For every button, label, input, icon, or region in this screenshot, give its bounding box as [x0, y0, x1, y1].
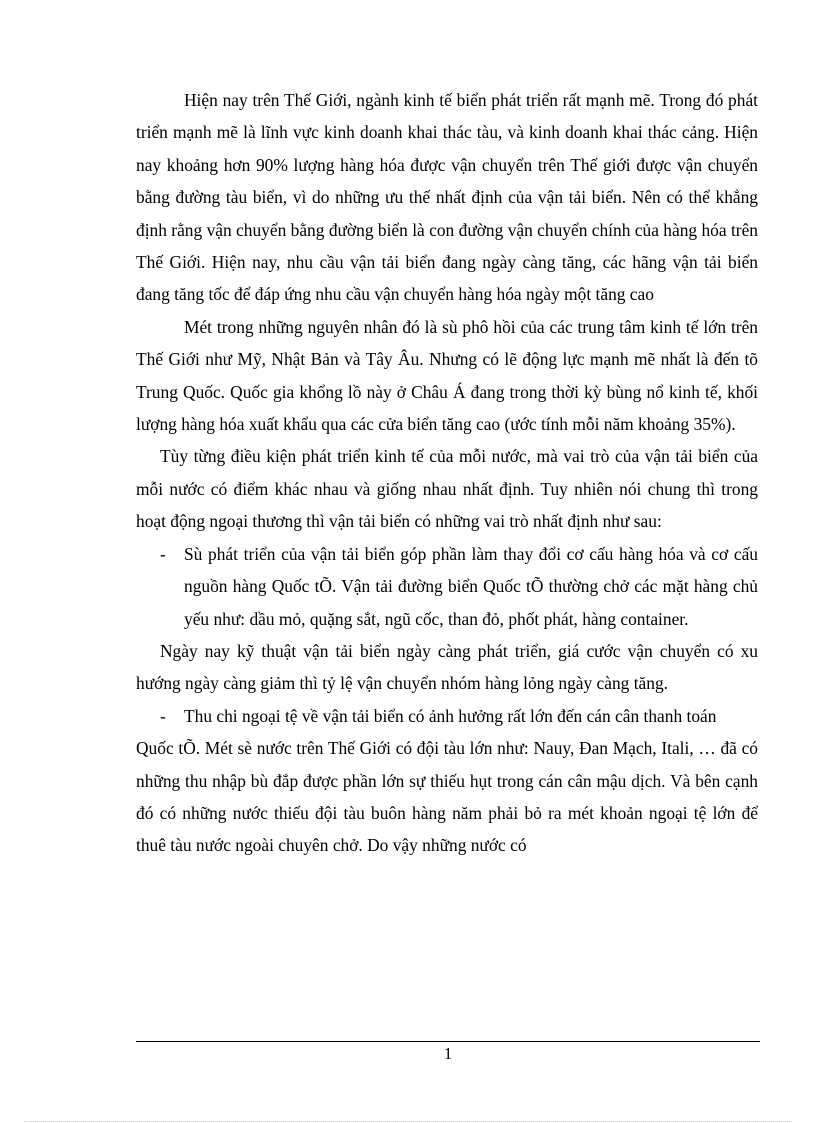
- bullet-item-text: Thu chi ngoại tệ về vận tải biển có ảnh hưởng rất lớn đến cán cân thanh toán: [184, 705, 717, 726]
- bullet-item-text: Sù phát triển của vận tải biển góp phần làm thay đổi cơ cấu hàng hóa và cơ cấu nguồn hàng Quốc tÕ. Vận tải đường biển Quốc tÕ thường chở các mặt hàng chủ yếu như: dầu mỏ, quặng sắt, ngũ cốc, than đỏ, phốt phát, hàng container.: [184, 543, 758, 629]
- document-body: [136, 84, 758, 862]
- paragraph-role-of-sea-transport: Tùy từng điều kiện phát triển kinh tế của mỗi nước, mà vai trò của vận tải biển của mỗi nước có điểm khác nhau và giống nhau nhất định. Tuy nhiên nói chung thì trong hoạt động ngoại thương thì vận tải biển có những vai trò nhất định như sau:: [136, 446, 758, 532]
- bullet-marker: -: [160, 705, 166, 726]
- footer-divider: [136, 1041, 760, 1042]
- bullet-marker: -: [160, 543, 166, 564]
- paragraph-technology-progress: Ngày nay kỹ thuật vận tải biển ngày càng phát triển, giá cước vận chuyển có xu hướng ngày càng giảm thì tỷ lệ vận chuyển nhóm hàng lỏng ngày càng tăng.: [136, 640, 758, 694]
- paragraph-sea-economy-intro: Hiện nay trên Thế Giới, ngành kinh tế biển phát triển rất mạnh mẽ. Trong đó phát triển mạnh mẽ là lĩnh vực kinh doanh khai thác tàu, và kinh doanh khai thác cảng. Hiện nay khoảng hơn 90% lượng hàng hóa được vận chuyển trên Thế giới được vận chuyển bằng đường tàu biển, vì do những ưu thế nhất định của vận tải biển. Nên có thể khẳng định rằng vận chuyển bằng đường biển là con đường vận chuyển chính của hàng hóa trên Thế Giới. Hiện nay, nhu cầu vận tải biển đang ngày càng tăng, các hãng vận tải biển đang tăng tốc để đáp ứng nhu cầu vận chuyển hàng hóa ngày một tăng cao: [136, 90, 758, 305]
- bullet-item-foreign-currency: [136, 700, 758, 732]
- paragraph-balance-of-payments: Quốc tÕ. Mét sè nước trên Thế Giới có đội tàu lớn như: Nauy, Đan Mạch, Itali, … đã có những thu nhập bù đắp được phần lớn sự thiếu hụt trong cán cân mậu dịch. Và bên cạnh đó có những nước thiếu đội tàu buôn hàng năm phải bỏ ra mét khoản ngoại tệ lớn để thuê tàu nước ngoài chuyên chở. Do vậy những nước có: [136, 738, 758, 856]
- bullet-item-structure-change: [136, 538, 758, 635]
- paragraph-economic-recovery: Mét trong những nguyên nhân đó là sù phô hồi của các trung tâm kinh tế lớn trên Thế Giới như Mỹ, Nhật Bản và Tây Âu. Nhưng có lẽ động lực mạnh mẽ nhất là đến tõ Trung Quốc. Quốc gia khổng lồ này ở Châu Á đang trong thời kỳ bùng nổ kinh tế, khối lượng hàng hóa xuất khẩu qua các cửa biển tăng cao (ước tính mỗi năm khoảng 35%).: [136, 316, 758, 435]
- page-number: 1: [443, 1044, 453, 1063]
- page-bottom-border: [24, 1121, 792, 1122]
